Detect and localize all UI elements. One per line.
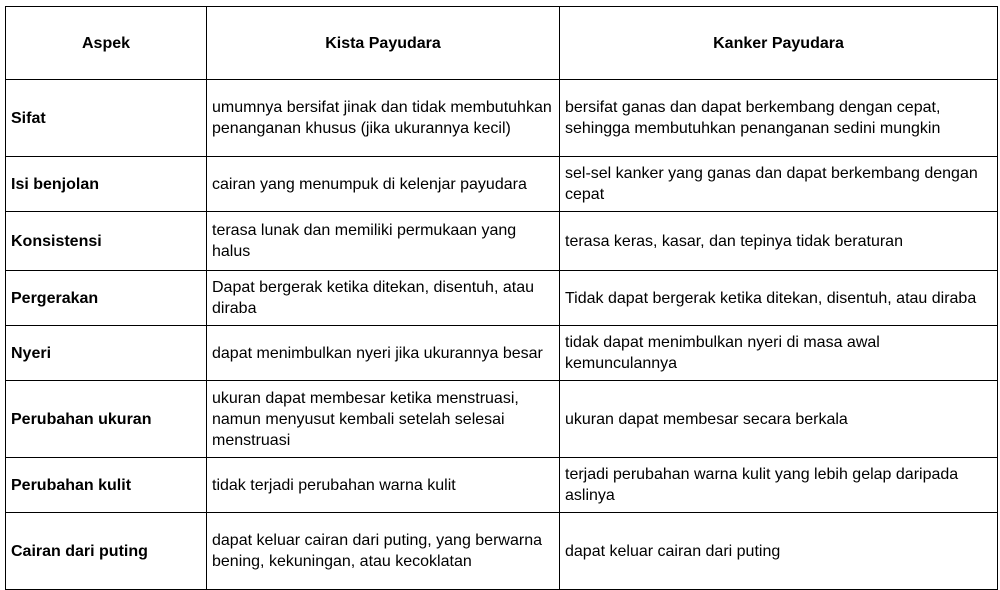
aspect-cell: Isi benjolan <box>6 157 207 212</box>
kista-cell: ukuran dapat membesar ketika menstruasi, namun menyusut kembali setelah selesai menstruasi <box>207 381 560 458</box>
kanker-cell: terjadi perubahan warna kulit yang lebih gelap daripada aslinya <box>560 458 998 513</box>
aspect-cell: Konsistensi <box>6 212 207 271</box>
header-row <box>6 7 998 80</box>
aspect-cell: Perubahan ukuran <box>6 381 207 458</box>
table-row <box>6 326 998 381</box>
kista-cell: terasa lunak dan memiliki permukaan yang halus <box>207 212 560 271</box>
aspect-cell: Sifat <box>6 80 207 157</box>
kanker-cell: Tidak dapat bergerak ketika ditekan, disentuh, atau diraba <box>560 271 998 326</box>
kanker-cell: dapat keluar cairan dari puting <box>560 513 998 590</box>
table-row <box>6 381 998 458</box>
kanker-cell: terasa keras, kasar, dan tepinya tidak beraturan <box>560 212 998 271</box>
kista-cell: dapat menimbulkan nyeri jika ukurannya besar <box>207 326 560 381</box>
kanker-cell: tidak dapat menimbulkan nyeri di masa awal kemunculannya <box>560 326 998 381</box>
table-row <box>6 212 998 271</box>
kista-cell: dapat keluar cairan dari puting, yang berwarna bening, kekuningan, atau kecoklatan <box>207 513 560 590</box>
aspect-cell: Cairan dari puting <box>6 513 207 590</box>
kanker-cell: bersifat ganas dan dapat berkembang dengan cepat, sehingga membutuhkan penanganan sedini mungkin <box>560 80 998 157</box>
table-row <box>6 157 998 212</box>
table-row <box>6 513 998 590</box>
comparison-table <box>5 6 998 590</box>
kista-cell: umumnya bersifat jinak dan tidak membutuhkan penanganan khusus (jika ukurannya kecil) <box>207 80 560 157</box>
aspect-cell: Pergerakan <box>6 271 207 326</box>
kanker-cell: sel-sel kanker yang ganas dan dapat berkembang dengan cepat <box>560 157 998 212</box>
kanker-cell: ukuran dapat membesar secara berkala <box>560 381 998 458</box>
table-row <box>6 80 998 157</box>
table-row <box>6 458 998 513</box>
table-row <box>6 271 998 326</box>
table-body <box>6 80 998 590</box>
header-kanker: Kanker Payudara <box>560 7 998 80</box>
header-kista: Kista Payudara <box>207 7 560 80</box>
kista-cell: Dapat bergerak ketika ditekan, disentuh, atau diraba <box>207 271 560 326</box>
kista-cell: cairan yang menumpuk di kelenjar payudara <box>207 157 560 212</box>
aspect-cell: Perubahan kulit <box>6 458 207 513</box>
kista-cell: tidak terjadi perubahan warna kulit <box>207 458 560 513</box>
table-header <box>6 7 998 80</box>
aspect-cell: Nyeri <box>6 326 207 381</box>
header-aspect: Aspek <box>6 7 207 80</box>
